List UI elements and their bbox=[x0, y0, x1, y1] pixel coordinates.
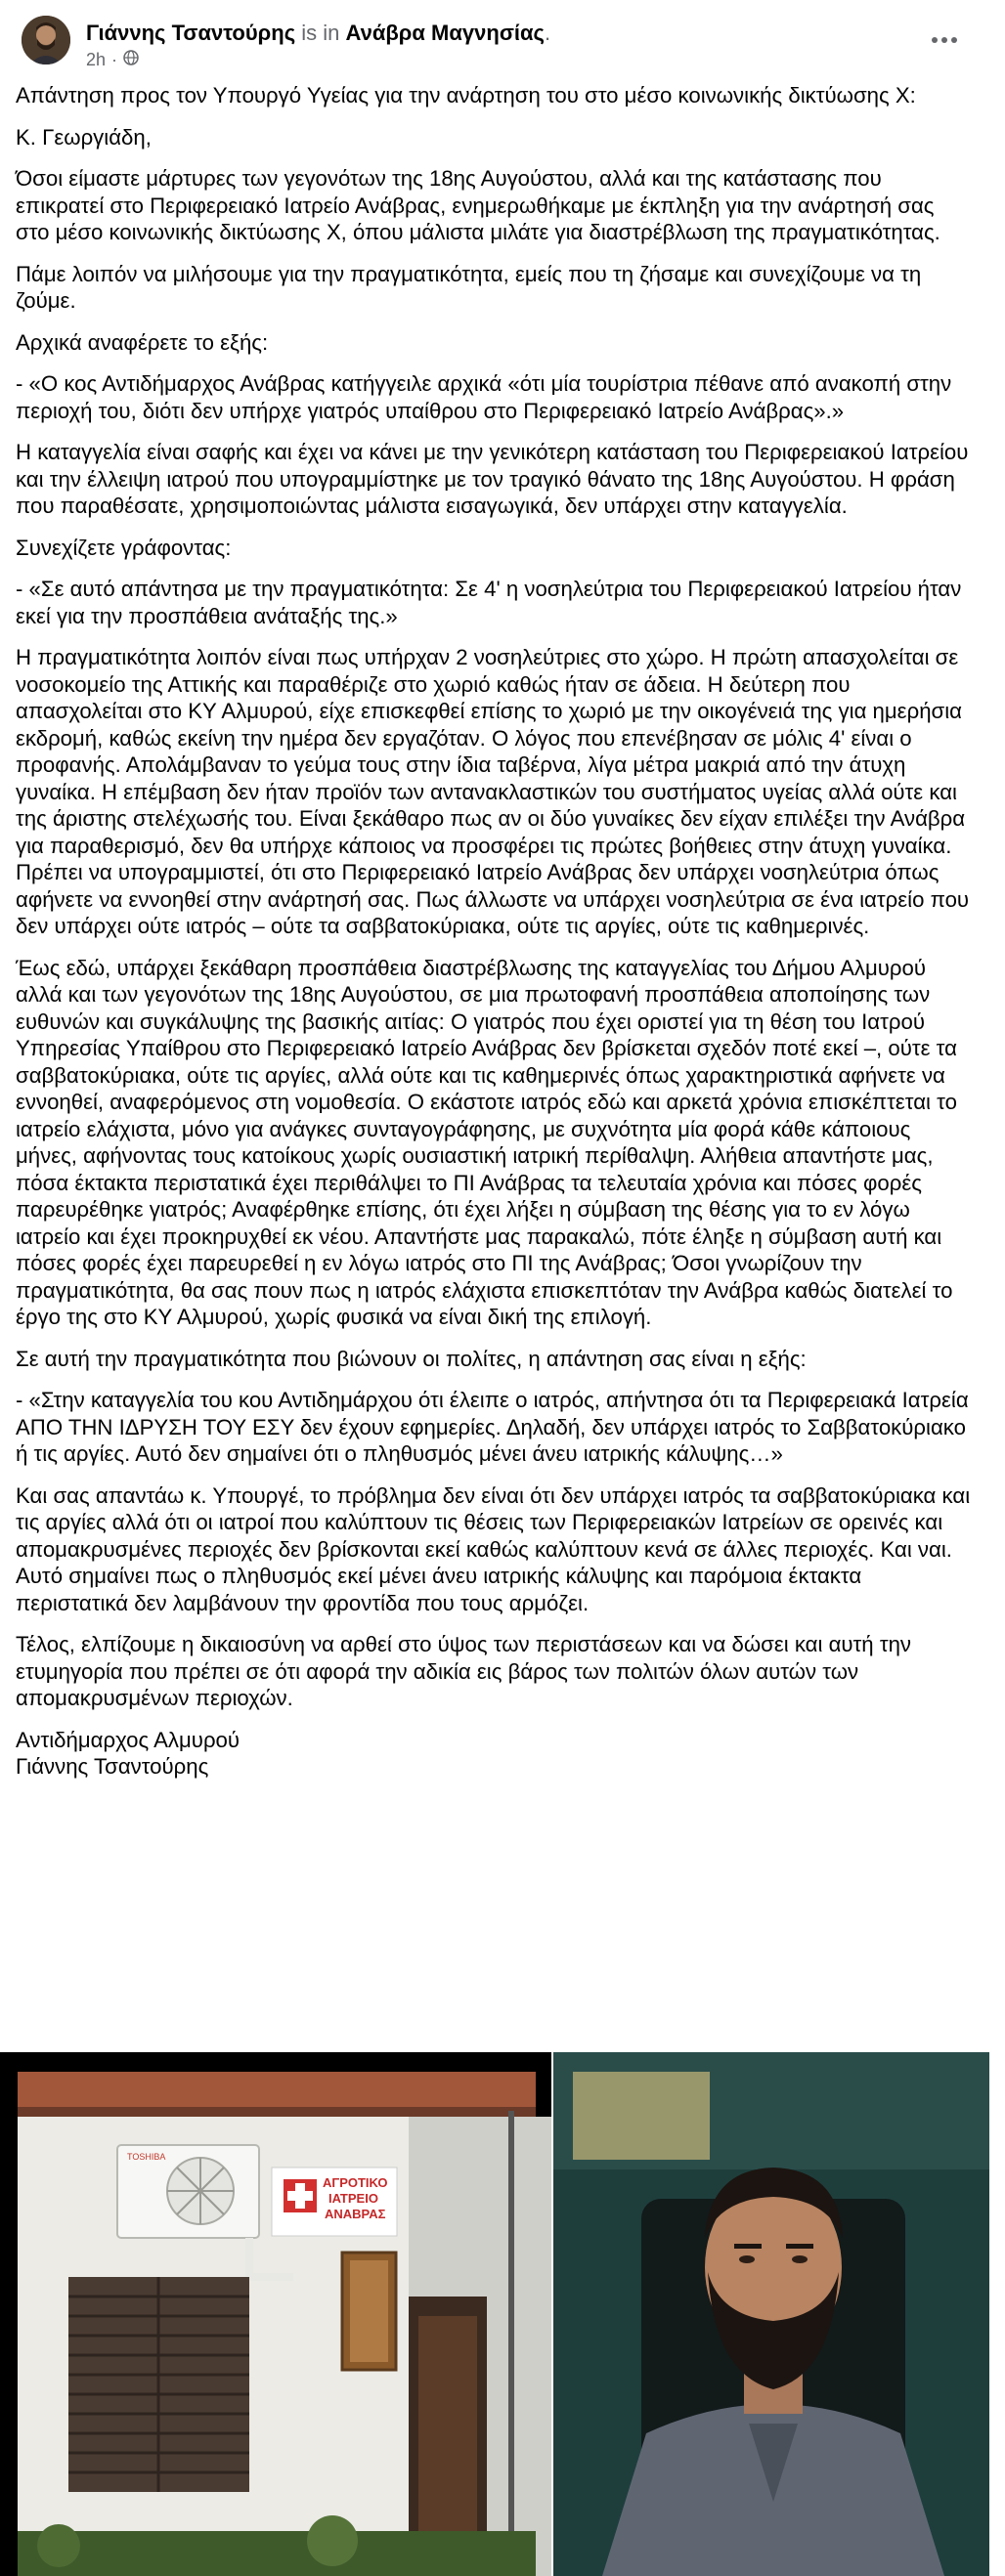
meta-separator: · bbox=[111, 50, 118, 69]
more-options-icon[interactable] bbox=[925, 25, 964, 55]
post-meta bbox=[86, 49, 139, 70]
author-avatar[interactable] bbox=[22, 16, 70, 64]
signature-name: Γιάννης Τσαντούρης bbox=[16, 1754, 209, 1779]
ac-brand-label: TOSHIBA bbox=[127, 2152, 166, 2162]
post-paragraph: Και σας απαντάω κ. Υπουργέ, το πρόβλημα δεν είναι ότι δεν υπάρχει ιατρός τα σαββατοκύριακα και τις αργίες αλλά ότι οι ιατροί που καλύπτουν τις θέσεις των Περιφερειακών Ιατρείων σε ορεινές και απομακρυσμένες περιοχές δεν βρίσκονται εκεί καθώς καλύπτουν κενά σε άλλες περιοχές. Και ναι. Αυτό σημαίνει πως ο πληθυσμός εκεί μένει άνευ ιατρικής κάλυψης και παρόμοια έκτακτα περιστατικά δεν λαμβάνουν την φροντίδα που τους αρμόζει. bbox=[16, 1482, 971, 1615]
author-name[interactable]: Γιάννης Τσαντούρης bbox=[86, 21, 296, 45]
post-paragraph: - «Ο κος Αντιδήμαρχος Ανάβρας κατήγγειλε αρχικά «ότι μία τουρίστρια πέθανε από ανακοπή στην περιοχή του, διότι δεν υπήρχε γιατρός υπαίθρου στο Περιφερειακό Ιατρείο Ανάβρας».» bbox=[16, 371, 952, 423]
title-period: . bbox=[544, 21, 551, 45]
post-paragraph: Όσοι είμαστε μάρτυρες των γεγονότων της 18ης Αυγούστου, αλλά και της κατάστασης που επικρατεί στο Περιφερειακό Ιατρείο Ανάβρας, ενημερωθήκαμε με έκπληξη για την ανάρτησή σας στο μέσο κοινωνικής δικτύωσης Χ, όπου μάλιστα μιλάτε για διαστρέβλωση της πραγματικότητας. bbox=[16, 166, 940, 244]
post-paragraph: Η πραγματικότητα λοιπόν είναι πως υπήρχαν 2 νοσηλεύτριες στο χώρο. Η πρώτη απασχολείται σε νοσοκομείο της Αττικής και παραθέριζε στο χωριό καθώς ήταν σε άδεια. Η δεύτερη που απασχολείται στο ΚΥ Αλμυρού, είχε επισκεφθεί επίσης το χωριό με την οικογένειά της για ημερήσια εκδρομή, καθώς εκείνη την ημέρα δεν εργαζόταν. Ο λόγος που επενέβησαν σε μόλις 4' είναι ο προφανής. Απολάμβαναν το γεύμα τους στην ίδια ταβέρνα, λίγα μέτρα μακριά από την άτυχη γυναίκα. Η επέμβαση δεν ήταν προϊόν των αντανακλαστικών του συστήματος υγείας αλλά ούτε και της άριστης στελέχωσής του. Είναι ξεκάθαρο πως αν οι δύο γυναίκες δεν είχαν επιλέξει την Ανάβρα για παραθερισμό, δεν θα υπήρχε κάποιος να προσφέρει τις πρώτες βοήθειες στην άτυχη γυναίκα. Πρέπει να υπογραμμιστεί, ότι στο Περιφερειακό Ιατρείο Ανάβρας δεν υπάρχει νοσηλεύτρια όπως αφήνετε να εννοηθεί στην ανάρτησή σας. Πως άλλωστε να υπάρχει νοσηλεύτρια σε ένα ιατρείο που δεν υπάρχει ούτε ιατρός – ούτε τα σαββατοκύριακα, ούτε τις αργίες, ούτε τις καθημερινές. bbox=[16, 645, 970, 938]
location-link[interactable]: Ανάβρα Μαγνησίας bbox=[345, 21, 545, 45]
post-paragraph: Πάμε λοιπόν να μιλήσουμε για την πραγματικότητα, εμείς που τη ζήσαμε και συνεχίζουμε να τη ζούμε. bbox=[16, 261, 922, 313]
post-header bbox=[22, 16, 983, 70]
post-title-line bbox=[86, 20, 550, 47]
signature-title: Αντιδήμαρχος Αλμυρού bbox=[16, 1727, 240, 1752]
page-edge bbox=[989, 2052, 1005, 2576]
globe-icon bbox=[123, 49, 139, 70]
post-paragraph: Αρχικά αναφέρετε το εξής: bbox=[16, 329, 269, 355]
post-paragraph: Κ. Γεωργιάδη, bbox=[16, 124, 152, 150]
post-paragraph: Συνεχίζετε γράφοντας: bbox=[16, 535, 232, 560]
sign-line1: ΑΓΡΟΤΙΚΟ bbox=[323, 2175, 388, 2190]
post-body bbox=[16, 82, 974, 1781]
sign-line3: ΑΝΑΒΡΑΣ bbox=[325, 2207, 386, 2221]
clinic-photo[interactable] bbox=[0, 2052, 551, 2576]
connector-text: is in bbox=[301, 21, 340, 45]
post-paragraph: Σε αυτή την πραγματικότητα που βιώνουν οι πολίτες, η απάντηση σας είναι η εξής: bbox=[16, 1346, 807, 1371]
author-portrait-photo[interactable] bbox=[553, 2052, 989, 2576]
post-paragraph: Η καταγγελία είναι σαφής και έχει να κάνει με την γενικότερη κατάσταση του Περιφερειακού Ιατρείου και την έλλειψη ιατρού που υπογραμμίστηκε με τον τραγικό θάνατο της 18ης Αυγούστου. Η φράση που παραθέσατε, χρησιμοποιώντας μάλιστα εισαγωγικά, δεν υπάρχει στην καταγγελία. bbox=[16, 440, 969, 518]
post-paragraph: - «Σε αυτό απάντησα με την πραγματικότητα: Σε 4' η νοσηλεύτρια του Περιφερειακού Ιατρείου ήταν εκεί για την προσπάθεια ανάταξής της.» bbox=[16, 577, 962, 628]
sign-line2: ΙΑΤΡΕΙΟ bbox=[328, 2191, 378, 2206]
post-paragraph: Τέλος, ελπίζουμε η δικαιοσύνη να αρθεί στο ύψος των περιστάσεων και να δώσει και αυτή την ετυμηγορία που πρέπει σε ότι αφορά την αδικία εις βάρος των πολιτών όλων αυτών των απομακρυσμένων περιοχών. bbox=[16, 1632, 912, 1710]
post-time[interactable]: 2h bbox=[86, 50, 107, 69]
post-paragraph: - «Στην καταγγελία του κου Αντιδημάρχου ότι έλειπε ο ιατρός, απήντησα ότι τα Περιφερειακά Ιατρεία ΑΠΟ ΤΗΝ ΙΔΡΥΣΗ ΤΟΥ ΕΣΥ δεν έχουν εφημερίες. Δηλαδή, δεν υπάρχει ιατρός το Σαββατοκύριακο ή τις αργίες. Αυτό δεν σημαίνει ότι ο πληθυσμός μένει άνευ ιατρικής κάλυψης…» bbox=[16, 1388, 969, 1466]
post-paragraph: Έως εδώ, υπάρχει ξεκάθαρη προσπάθεια διαστρέβλωσης της καταγγελίας του Δήμου Αλμυρού αλλά και των γεγονότων της 18ης Αυγούστου, σε μια πρωτοφανή προσπάθεια αποποίησης των ευθυνών και συγκάλυψης της βασικής αιτίας: Ο γιατρός που έχει οριστεί για τη θέση του Ιατρού Υπηρεσίας Υπαίθρου στο Περιφερειακό Ιατρείο Ανάβρας δεν βρίσκεται σχεδόν ποτέ εκεί –, ούτε τα σαββατοκύριακα, ούτε τις αργίες, αλλά ούτε και τις καθημερινές όπως χαρακτηριστικά αφήνετε να εννοηθεί, αναφερόμενος στη νομοθεσία. Ο εκάστοτε ιατρός εδώ και αρκετά χρόνια επισκέπτεται το ιατρείο ελάχιστα, μόνο για ανάγκες συνταγογράφησης, με συχνότητα μία φορά κάθε κάποιους μήνες, αφήνοντας τους κατοίκους χωρίς ουσιαστική ιατρική περίθαλψη. Αλήθεια απαντήστε μας, πόσα έκτακτα περιστατικά έχει περιθάλψει το ΠΙ Ανάβρας τα τελευταία χρόνια και πόσες φορές παρευρέθηκε γιατρός; Αναφέρθηκε επίσης, ότι έχει λήξει η σύμβαση της θέσης για το εν λόγω ιατρείο και έχει προκηρυχθεί εκ νέου. Απαντήστε μας παρακαλώ, πότε έληξε η σύμβαση αυτή και πόσες φορές έχει παρευρεθεί η εν λόγω ιατρός στο ΠΙ της Ανάβρας; Όσοι γνωρίζουν την πραγματικότητα, θα σας πουν πως η ιατρός ελάχιστα επισκεπτόταν την Ανάβρα καθώς διατελεί το έργο της στο ΚΥ Αλμυρού, χωρίς φυσικά να είναι δική της επιλογή. bbox=[16, 955, 957, 1329]
post-paragraph: Απάντηση προς τον Υπουργό Υγείας για την ανάρτηση του στο μέσο κοινωνικής δικτύωσης Χ: bbox=[16, 83, 916, 107]
